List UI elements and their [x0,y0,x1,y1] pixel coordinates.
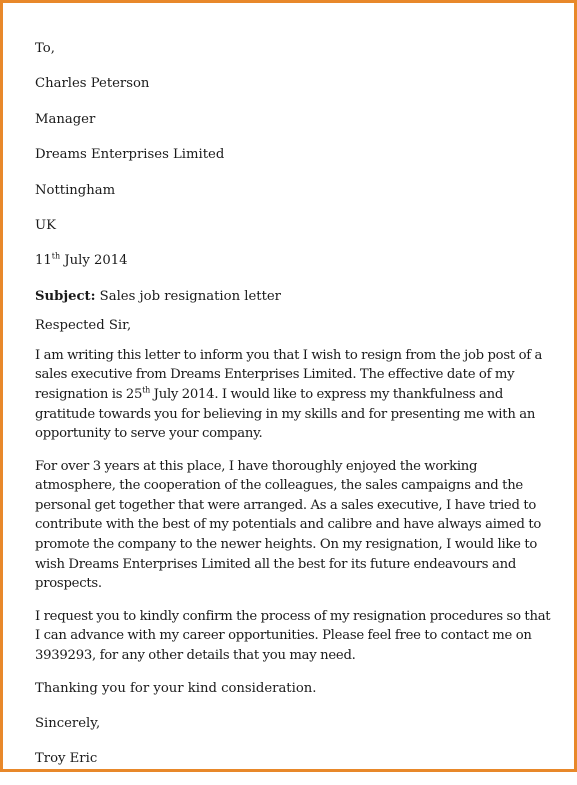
closing-line: Sincerely, [35,716,101,732]
city: Nottingham [35,182,116,198]
paragraph-2: For over 3 years at this place, I have thoroughly enjoyed the working atmosphere, the cooperation of the colleagues, the sales campaigns and the personal get together that were arranged. As a sales executive, I have tried to contribute with the best of my potentials and calibre and have always aimed to promote the company to the newer heights. On my resignation, I would like to wish Dreams Enterprises Limited all the best for its future endeavours and prospects. [35,458,542,592]
subject-text: Sales job resignation letter [95,288,281,304]
paragraph-1 [35,346,557,444]
salutation: Respected Sir, [35,318,132,334]
date-suffix: th [51,251,61,261]
date-day: 11 [35,253,52,269]
recipient-title: Manager [35,111,96,127]
paragraph-3: I request you to kindly confirm the process of my resignation procedures so that I can advance with my career opportunities. Please feel free to contact me on 3939293, for any other details that you may need. [35,608,551,664]
paragraph-1-after: July 2014. I would like to express my thankfulness and gratitude towards you for believing in my skills and for presenting me with an opportunity to serve your company. [35,386,536,442]
to-line: To, [35,41,55,56]
thanks-line: Thanking you for your kind consideration. [35,680,317,696]
subject-label: Subject: [35,288,96,304]
date-rest: July 2014 [60,253,128,269]
paragraph-1-before: I am writing this letter to inform you that I wish to resign from the job post of a sales executive from Dreams Enterprises Limited. The effective date of my resignation is [35,347,543,402]
paragraph-1-day: 25 [125,386,143,402]
company-name: Dreams Enterprises Limited [35,147,225,163]
country: UK [35,217,56,233]
letter-date [35,251,557,271]
subject-line [35,287,557,307]
signature-name: Troy Eric [35,751,98,767]
paragraph-1-suffix: th [142,385,151,395]
recipient-name: Charles Peterson [35,76,150,92]
resignation-letter [35,39,557,785]
